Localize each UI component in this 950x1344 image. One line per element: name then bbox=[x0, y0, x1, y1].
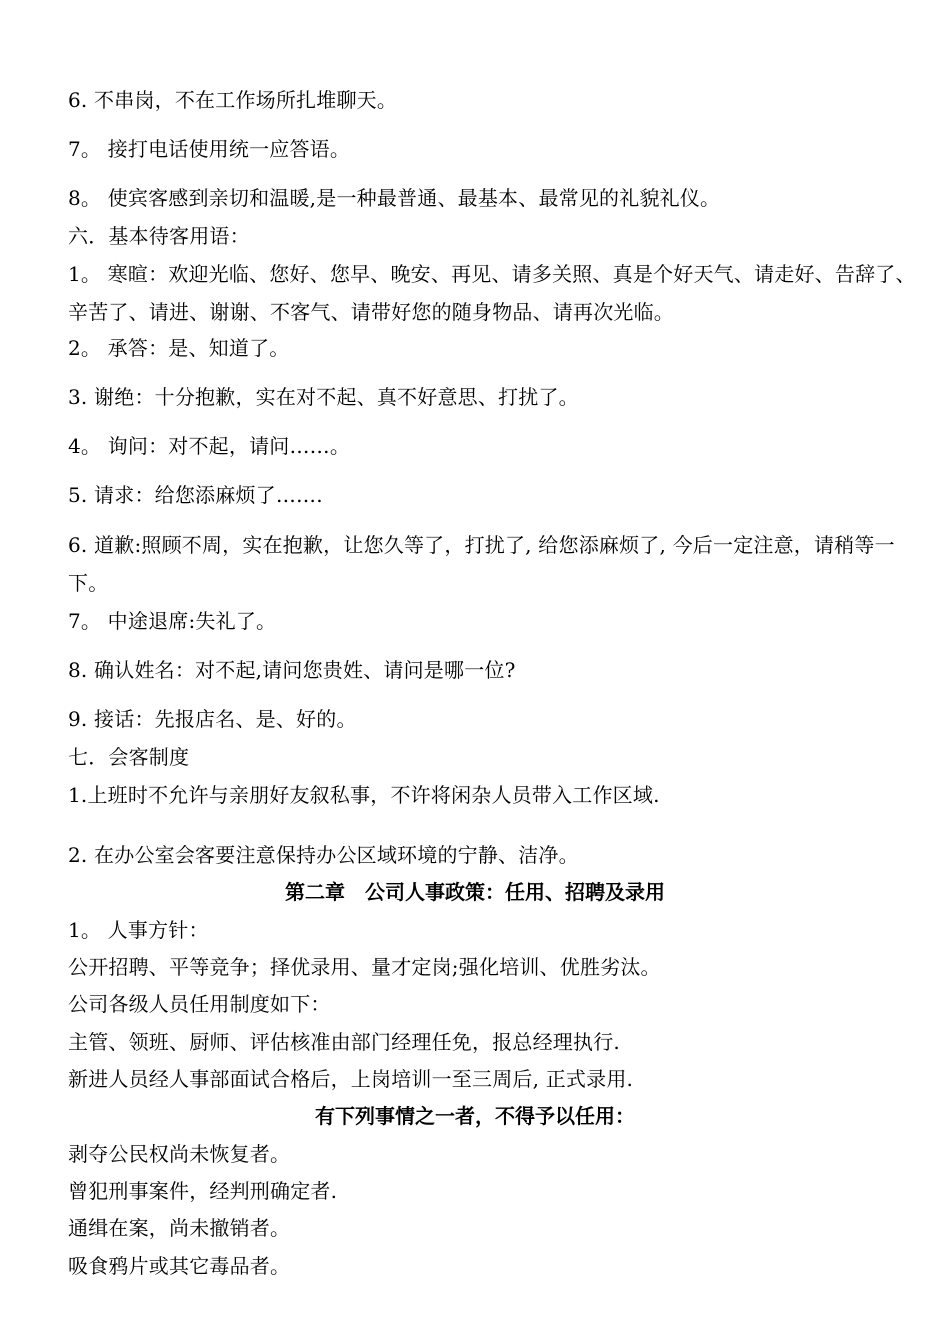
list-heading: 有下列事情之一者，不得予以任用： bbox=[315, 1104, 635, 1128]
text-paragraph: 6. 道歉:照顾不周，实在抱歉，让您久等了，打扰了, 给您添麻烦了, 今后一定注意，请稍等一下。 bbox=[68, 533, 895, 595]
text-line: 2。 承答：是、知道了。 bbox=[68, 336, 290, 360]
text-line: 1。 人事方针： bbox=[68, 918, 209, 942]
text-paragraph: 1。 寒暄：欢迎光临、您好、您早、晚安、再见、请多关照、真是个好天气、请走好、告辞了、辛苦了、请进、谢谢、不客气、请带好您的随身物品、请再次光临。 bbox=[68, 262, 916, 324]
text-line: 曾犯刑事案件，经判刑确定者. bbox=[68, 1179, 338, 1203]
text-line: 3. 谢绝：十分抱歉，实在对不起、真不好意思、打扰了。 bbox=[68, 385, 579, 409]
text-line: 8. 确认姓名：对不起,请问您贵姓、请问是哪一位? bbox=[68, 658, 516, 682]
text-line: 剥夺公民权尚未恢复者。 bbox=[68, 1142, 291, 1166]
section-heading: 七．会客制度 bbox=[68, 745, 190, 769]
text-line: 9. 接话：先报店名、是、好的。 bbox=[68, 707, 357, 731]
text-line: 通缉在案，尚未撤销者。 bbox=[68, 1216, 291, 1240]
text-line: 主管、领班、厨师、评估核准由部门经理任免，报总经理执行. bbox=[68, 1030, 620, 1054]
text-line: 公司各级人员任用制度如下： bbox=[68, 992, 331, 1016]
text-line: 公开招聘、平等竞争；择优录用、量才定岗;强化培训、优胜劣汰。 bbox=[68, 955, 661, 979]
text-line: 7。 中途退席:失礼了。 bbox=[68, 609, 277, 633]
text-line: 7。 接打电话使用统一应答语。 bbox=[68, 137, 351, 161]
text-line: 2. 在办公室会客要注意保持办公区域环境的宁静、洁净。 bbox=[68, 843, 579, 867]
chapter-title: 第二章 公司人事政策：任用、招聘及录用 bbox=[285, 880, 665, 904]
text-line: 4。 询问：对不起，请问……。 bbox=[68, 434, 351, 458]
text-line: 8。 使宾客感到亲切和温暖,是一种最普通、最基本、最常见的礼貌礼仪。 bbox=[68, 186, 721, 210]
text-line: 新进人员经人事部面试合格后，上岗培训一至三周后, 正式录用. bbox=[68, 1067, 634, 1091]
text-line: 6. 不串岗，不在工作场所扎堆聊天。 bbox=[68, 88, 398, 112]
text-line: 1.上班时不允许与亲朋好友叙私事，不许将闲杂人员带入工作区域. bbox=[68, 783, 660, 807]
text-line: 吸食鸦片或其它毒品者。 bbox=[68, 1254, 291, 1278]
section-heading: 六．基本待客用语： bbox=[68, 224, 250, 248]
text-line: 5. 请求：给您添麻烦了……. bbox=[68, 483, 323, 507]
